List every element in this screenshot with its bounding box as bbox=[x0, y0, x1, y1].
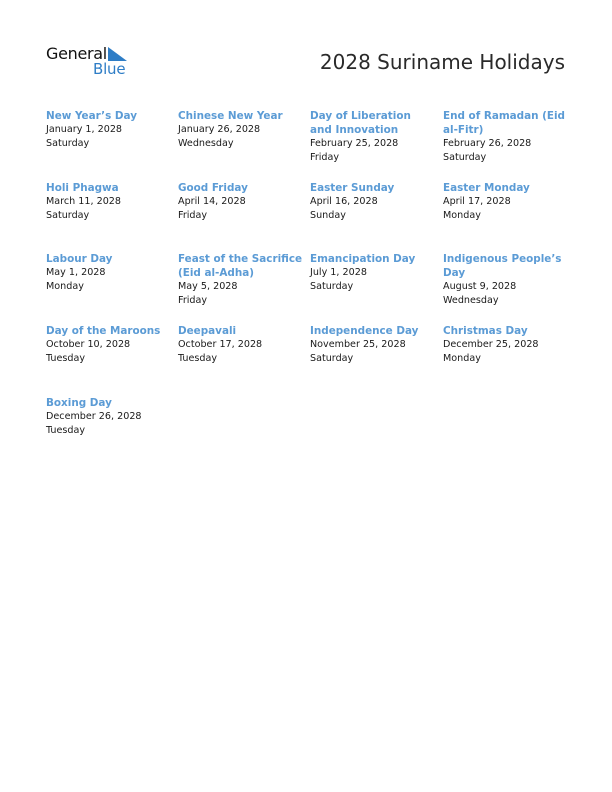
holiday-name: Holi Phagwa bbox=[46, 182, 119, 194]
holiday-name: Boxing Day bbox=[46, 397, 112, 409]
holiday-date: March 11, 2028 bbox=[46, 196, 122, 207]
holiday-weekday: Tuesday bbox=[46, 353, 86, 364]
holiday-name: Day of the Maroons bbox=[46, 325, 161, 337]
logo-text-blue: Blue bbox=[93, 60, 126, 78]
holiday-weekday: Wednesday bbox=[178, 138, 234, 149]
page-title: 2028 Suriname Holidays bbox=[319, 50, 565, 74]
holiday-weekday: Monday bbox=[46, 281, 84, 292]
holiday-date: January 26, 2028 bbox=[178, 124, 261, 135]
holiday-item bbox=[310, 109, 436, 165]
holiday-weekday: Saturday bbox=[310, 281, 354, 292]
holiday-item bbox=[443, 252, 569, 308]
holiday-item bbox=[46, 324, 172, 366]
holiday-weekday: Sunday bbox=[310, 210, 346, 221]
holiday-date: April 16, 2028 bbox=[310, 196, 378, 207]
holiday-item bbox=[178, 109, 304, 151]
holiday-item bbox=[46, 252, 172, 294]
holiday-date: October 17, 2028 bbox=[178, 339, 263, 350]
holiday-item bbox=[443, 109, 569, 165]
holiday-name: Easter Monday bbox=[443, 182, 530, 194]
holiday-name: Easter Sunday bbox=[310, 182, 395, 194]
holiday-name: End of Ramadan (Eid al-Fitr) bbox=[443, 110, 565, 136]
holiday-date: November 25, 2028 bbox=[310, 339, 406, 350]
holiday-date: October 10, 2028 bbox=[46, 339, 131, 350]
holiday-weekday: Saturday bbox=[46, 138, 90, 149]
holiday-name: New Year’s Day bbox=[46, 110, 137, 122]
holiday-name: Independence Day bbox=[310, 325, 419, 337]
holiday-date: December 26, 2028 bbox=[46, 411, 142, 422]
generalblue-logo bbox=[46, 45, 136, 79]
holiday-name: Emancipation Day bbox=[310, 253, 416, 265]
holiday-weekday: Wednesday bbox=[443, 295, 499, 306]
holiday-item bbox=[310, 252, 436, 294]
holiday-item bbox=[310, 181, 436, 223]
holiday-date: July 1, 2028 bbox=[310, 267, 367, 278]
holiday-item bbox=[178, 181, 304, 223]
holiday-date: February 26, 2028 bbox=[443, 138, 532, 149]
holiday-name: Labour Day bbox=[46, 253, 113, 265]
holiday-date: April 14, 2028 bbox=[178, 196, 246, 207]
holiday-item bbox=[46, 181, 172, 223]
holiday-date: January 1, 2028 bbox=[46, 124, 123, 135]
holiday-weekday: Friday bbox=[178, 295, 208, 306]
logo-triangle-icon bbox=[108, 47, 127, 61]
holiday-item bbox=[310, 324, 436, 366]
holiday-weekday: Saturday bbox=[310, 353, 354, 364]
holiday-date: February 25, 2028 bbox=[310, 138, 399, 149]
holiday-item bbox=[178, 252, 304, 308]
holiday-name: Deepavali bbox=[178, 325, 237, 337]
holiday-weekday: Saturday bbox=[443, 152, 487, 163]
holiday-date: August 9, 2028 bbox=[443, 281, 517, 292]
holiday-weekday: Monday bbox=[443, 210, 481, 221]
holiday-weekday: Tuesday bbox=[46, 425, 86, 436]
holiday-item bbox=[46, 109, 172, 151]
holiday-item bbox=[443, 324, 569, 366]
holiday-name: Day of Liberation and Innovation bbox=[310, 110, 411, 136]
holiday-name: Good Friday bbox=[178, 182, 248, 194]
holiday-name: Indigenous People’s Day bbox=[443, 253, 562, 279]
holiday-name: Feast of the Sacrifice (Eid al-Adha) bbox=[178, 253, 303, 279]
holiday-name: Christmas Day bbox=[443, 325, 528, 337]
holiday-date: May 1, 2028 bbox=[46, 267, 106, 278]
holiday-weekday: Saturday bbox=[46, 210, 90, 221]
holiday-item bbox=[443, 181, 569, 223]
holiday-weekday: Friday bbox=[310, 152, 340, 163]
holiday-date: April 17, 2028 bbox=[443, 196, 511, 207]
holiday-item bbox=[46, 396, 172, 438]
holiday-item bbox=[178, 324, 304, 366]
holiday-weekday: Friday bbox=[178, 210, 208, 221]
logo-text-general: General bbox=[46, 44, 107, 63]
holiday-date: May 5, 2028 bbox=[178, 281, 238, 292]
holiday-weekday: Tuesday bbox=[178, 353, 218, 364]
holiday-date: December 25, 2028 bbox=[443, 339, 539, 350]
holiday-weekday: Monday bbox=[443, 353, 481, 364]
holiday-name: Chinese New Year bbox=[178, 110, 283, 122]
